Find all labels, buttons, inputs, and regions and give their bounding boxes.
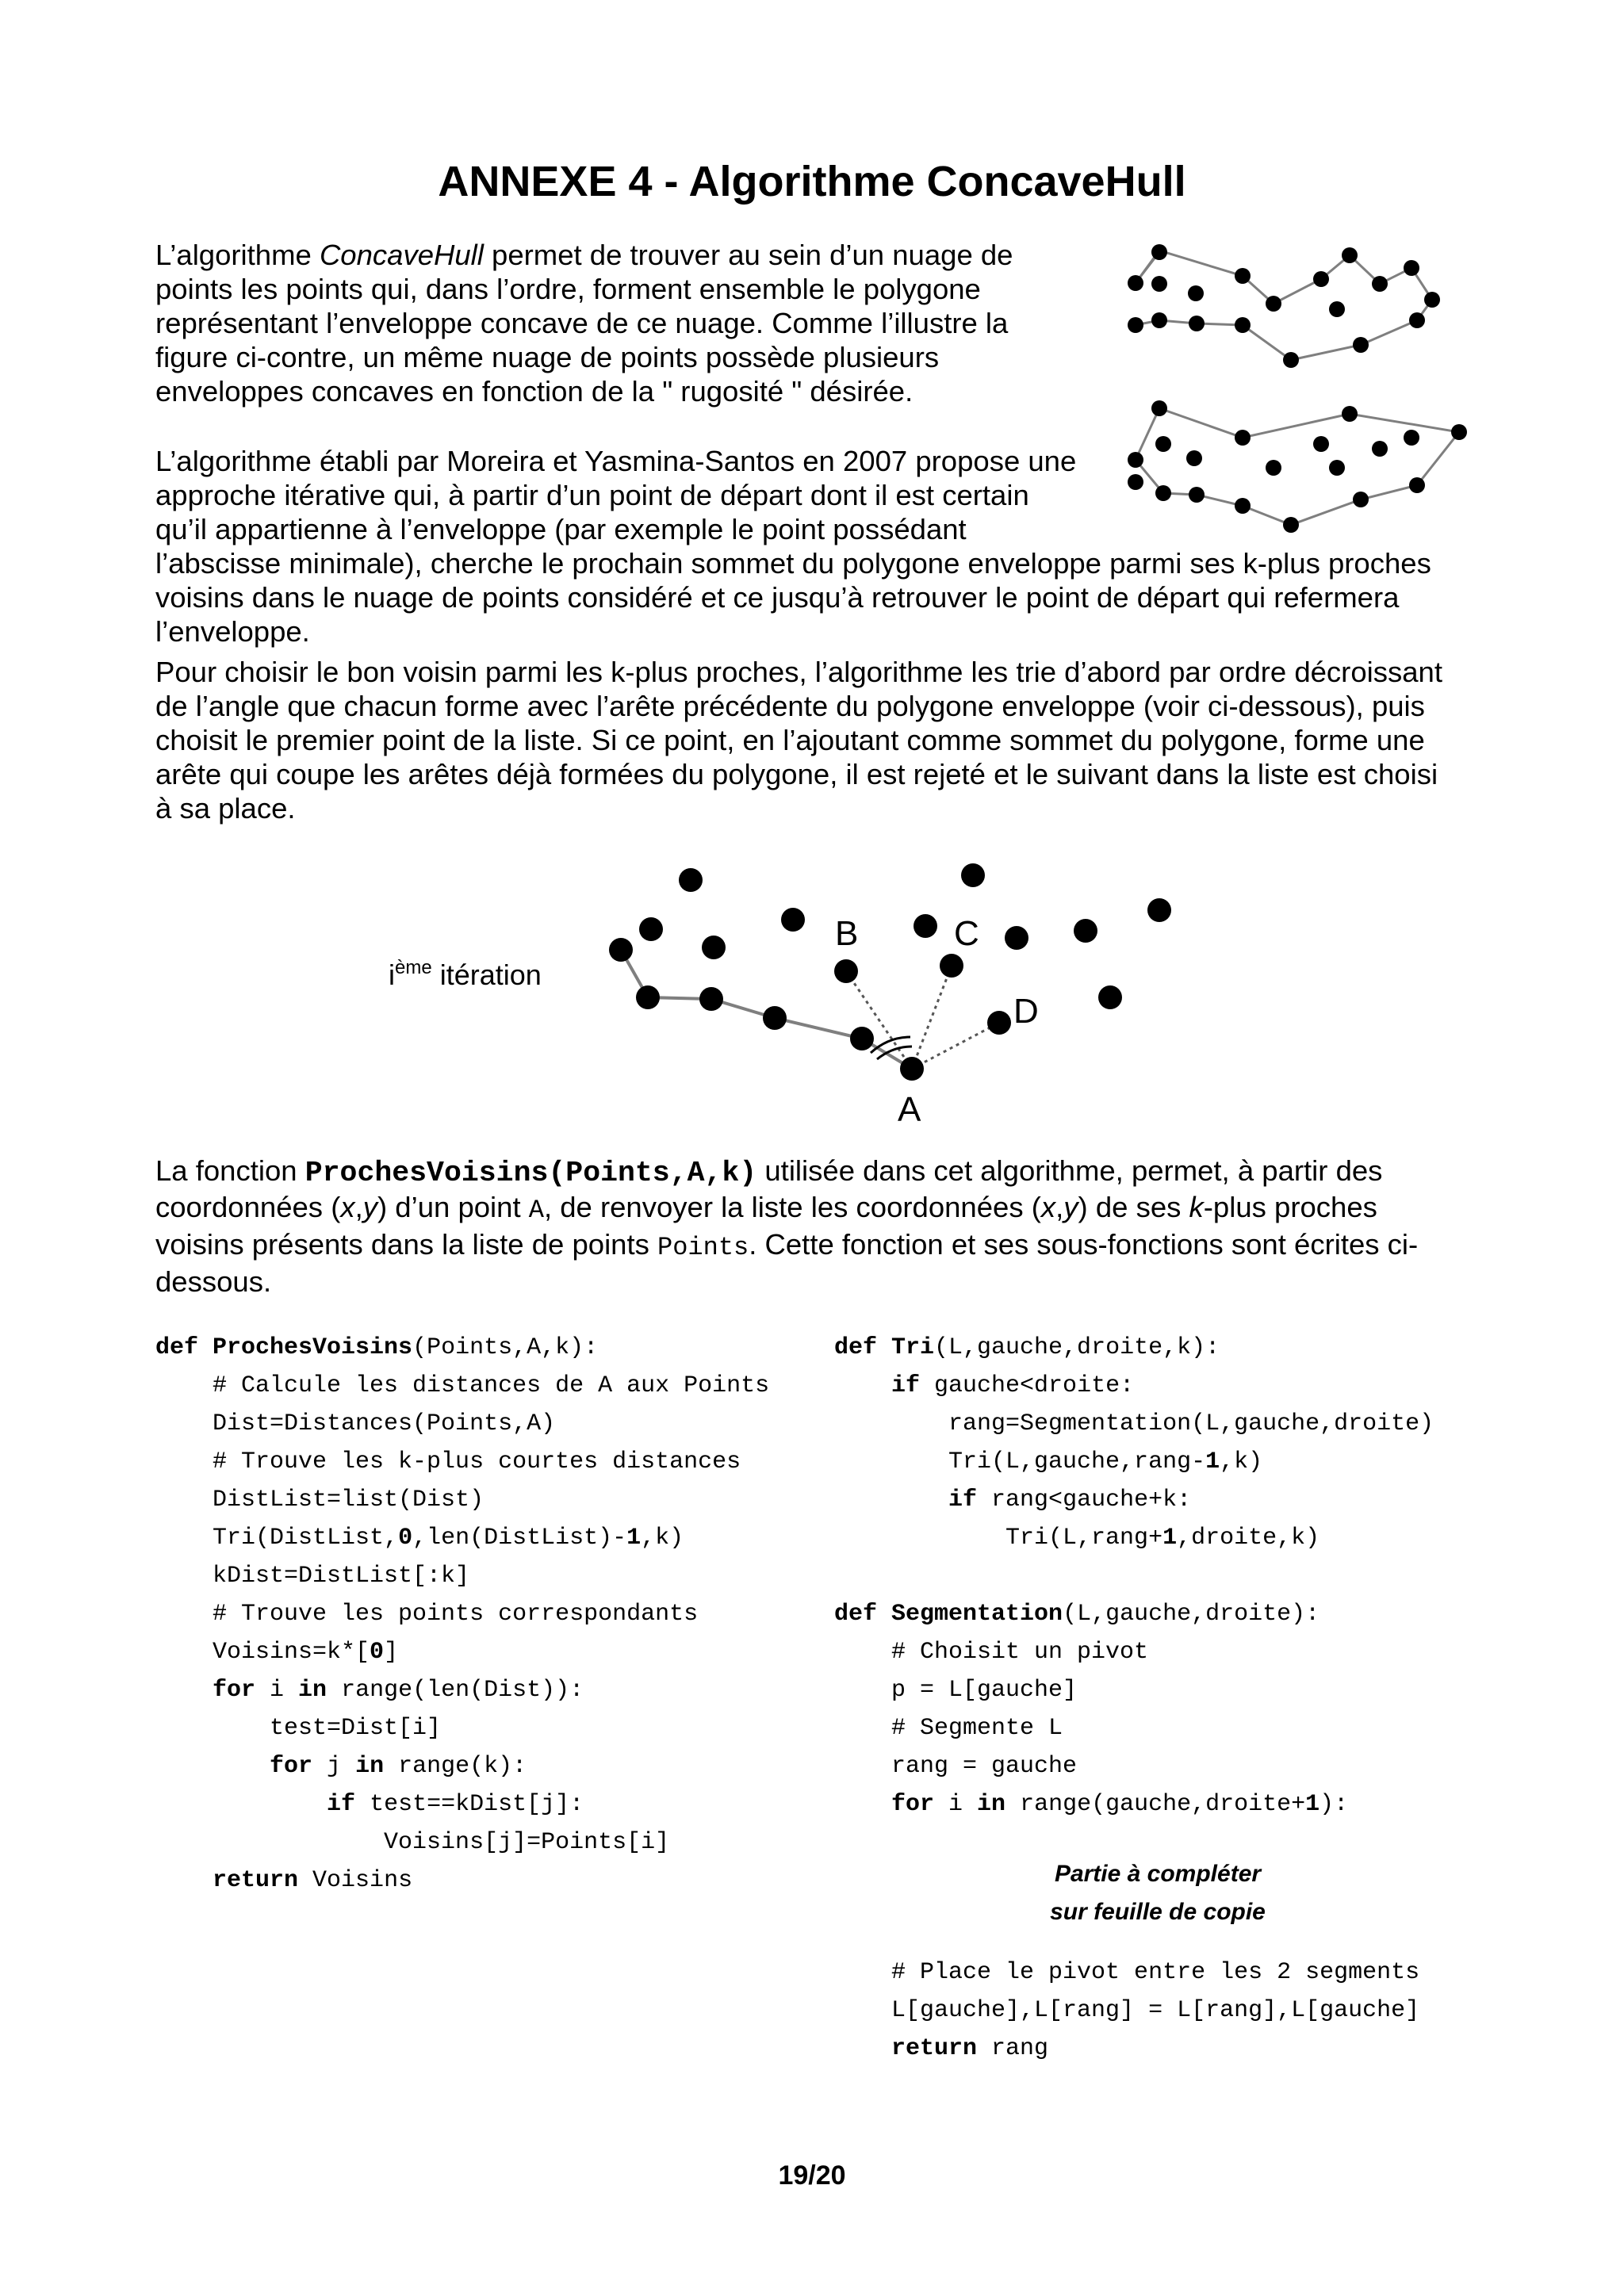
- partie-line-2: sur feuille de copie: [1050, 1899, 1266, 1925]
- code-line: [834, 1709, 1434, 1747]
- code-token: 1: [1305, 1791, 1320, 1818]
- code-token: for: [270, 1753, 313, 1780]
- page-title: ANNEXE 4 - Algorithme ConcaveHull: [438, 158, 1186, 205]
- code-token: test=Dist[i]: [155, 1715, 442, 1742]
- iteration-label: $i^{ème}$ itération: [389, 957, 542, 991]
- moreira-paragraph-wide: [155, 546, 1476, 649]
- code-line: [155, 1329, 769, 1367]
- code-token: if: [948, 1487, 978, 1513]
- intro-line-1: L’algorithme ConcaveHull permet de trouver au sein d’un nuage de: [155, 239, 1013, 271]
- code-token: (L,gauche,droite,k):: [934, 1334, 1220, 1361]
- point-label-b: B: [835, 914, 859, 953]
- code-token: Tri: [891, 1334, 935, 1361]
- fonction-line-4: dessous.: [155, 1265, 272, 1298]
- pour-paragraph: [155, 655, 1476, 825]
- fonction-line-1: La fonction ProchesVoisins(Points,A,k) utilisée dans cet algorithme, permet, à partir des: [155, 1154, 1383, 1189]
- code-token: 0: [398, 1525, 413, 1552]
- moreira-line-1: L’algorithme établi par Moreira et Yasmina-Santos en 2007 propose une: [155, 445, 1077, 477]
- fonction-line-3: voisins présents dans la liste de points Points. Cette fonction et ses sous-fonctions sont écrites ci-: [155, 1228, 1419, 1262]
- neighbor-arrows: [846, 966, 999, 1069]
- partie-line-1: Partie à compléter: [1054, 1861, 1262, 1887]
- code-line: [834, 1785, 1434, 1823]
- code-line: [834, 1481, 1434, 1519]
- code-token: for: [213, 1677, 256, 1704]
- code-line: [155, 1519, 769, 1557]
- code-token: if: [327, 1791, 356, 1818]
- iteration-figure: [373, 856, 1197, 1126]
- code-line: [155, 1367, 769, 1405]
- code-line: [834, 1595, 1434, 1633]
- code-token: (L,gauche,droite):: [1063, 1601, 1320, 1628]
- code-token: Dist=Distances(Points,A): [155, 1410, 556, 1437]
- code-token: 0: [370, 1639, 385, 1666]
- code-token: rang=Segmentation(L,gauche,droite): [834, 1410, 1434, 1437]
- fonction-line-2: coordonnées (x,y) d’un point A, de renvoyer la liste les coordonnées (x,y) de ses k-plus proches: [155, 1191, 1377, 1225]
- code-token: ProchesVoisins: [213, 1334, 413, 1361]
- code-token: # Calcule les distances de A aux Points: [155, 1372, 770, 1399]
- moreira-line-4: l’abscisse minimale), cherche le prochain sommet du polygone enveloppe parmi ses k-plus proches: [155, 547, 1431, 580]
- code-token: return: [213, 1867, 299, 1894]
- code-line: [834, 2030, 1419, 2068]
- code-line: [155, 1633, 769, 1671]
- code-token: kDist=DistList[:k]: [155, 1563, 470, 1590]
- code-line: [834, 1367, 1434, 1405]
- code-token: # Trouve les points correspondants: [155, 1601, 699, 1628]
- code-token: Voisins[j]=Points[i]: [155, 1829, 670, 1856]
- code-token: def: [155, 1334, 213, 1361]
- partie-a-completer-note: [841, 1855, 1475, 1931]
- code-token: # Choisit un pivot: [834, 1639, 1149, 1666]
- code-token: # Place le pivot entre les 2 segments: [834, 1959, 1420, 1986]
- code-line: [155, 1709, 769, 1747]
- code-token: def: [834, 1601, 892, 1628]
- code-token: def: [834, 1334, 892, 1361]
- code-token: gauche<droite:: [920, 1372, 1135, 1399]
- code-token: ]: [384, 1639, 399, 1666]
- moreira-line-6: l’enveloppe.: [155, 615, 310, 648]
- code-line: [155, 1785, 769, 1823]
- pour-line-5: à sa place.: [155, 792, 296, 825]
- code-token: DistList=list(Dist): [155, 1487, 485, 1513]
- code-token: Voisins: [298, 1867, 413, 1894]
- pour-line-1: Pour choisir le bon voisin parmi les k-plus proches, l’algorithme les trie d’abord par ordre décroissant: [155, 656, 1442, 688]
- pour-line-4: arête qui coupe les arêtes déjà formées du polygone, il est rejeté et le suivant dans la liste est choisi: [155, 758, 1438, 790]
- code-token: ,droite,k): [1177, 1525, 1320, 1552]
- hull-figure-bottom-points: [1128, 400, 1467, 533]
- code-token: [834, 1791, 891, 1818]
- code-line: [834, 1405, 1434, 1443]
- code-token: i: [255, 1677, 299, 1704]
- code-line: [834, 1557, 1434, 1595]
- point-label-c: C: [954, 914, 979, 953]
- code-token: Voisins=k*[: [155, 1639, 370, 1666]
- code-line: [155, 1747, 769, 1785]
- code-line: [834, 1443, 1434, 1481]
- code-token: rang = gauche: [834, 1753, 1078, 1780]
- code-token: for: [891, 1791, 935, 1818]
- moreira-line-3: qu’il appartienne à l’enveloppe (par exemple le point possédant: [155, 513, 967, 545]
- code-line: [834, 1671, 1434, 1709]
- intro-line-5: enveloppes concaves en fonction de la " rugosité " désirée.: [155, 375, 914, 408]
- code-line: [155, 1823, 769, 1862]
- cloud-points: [609, 863, 1171, 1081]
- point-label-a: A: [898, 1090, 921, 1126]
- code-token: return: [891, 2035, 978, 2062]
- code-token: rang<gauche+k:: [977, 1487, 1192, 1513]
- code-token: # Segmente L: [834, 1715, 1063, 1742]
- code-token: in: [977, 1791, 1006, 1818]
- code-line: [155, 1443, 769, 1481]
- code-token: i: [934, 1791, 978, 1818]
- code-line: [834, 1633, 1434, 1671]
- code-token: [155, 1677, 213, 1704]
- code-token: Segmentation: [891, 1601, 1063, 1628]
- pour-line-3: choisit le premier point de la liste. Si ce point, en l’ajoutant comme sommet du polygone, forme une: [155, 724, 1425, 756]
- page-number: 19/20: [778, 2160, 846, 2191]
- intro-paragraph: [155, 238, 1107, 408]
- code-block-tri-segmentation: [834, 1329, 1434, 1823]
- point-label-d: D: [1013, 992, 1039, 1031]
- code-block-segmentation-end: [834, 1954, 1419, 2068]
- code-token: 1: [1205, 1448, 1220, 1475]
- code-token: L[gauche],L[rang] = L[rang],L[gauche]: [834, 1997, 1420, 2024]
- concave-hull-figure: [1118, 230, 1491, 547]
- code-line: [834, 1954, 1419, 1992]
- code-line: [834, 1992, 1419, 2030]
- code-line: [155, 1862, 769, 1900]
- hull-figure-bottom: [1136, 408, 1459, 525]
- code-token: [155, 1867, 213, 1894]
- code-token: ,k): [641, 1525, 684, 1552]
- code-token: ,len(DistList)-: [412, 1525, 627, 1552]
- code-token: # Trouve les k-plus courtes distances: [155, 1448, 741, 1475]
- code-line: [155, 1671, 769, 1709]
- code-token: Tri(L,gauche,rang-: [834, 1448, 1206, 1475]
- code-token: ):: [1320, 1791, 1349, 1818]
- moreira-line-5: voisins dans le nuage de points considéré et ce jusqu’à retrouver le point de départ qui refermera: [155, 581, 1400, 614]
- code-token: 1: [626, 1525, 642, 1552]
- code-token: range(gauche,droite+: [1005, 1791, 1306, 1818]
- code-token: in: [298, 1677, 327, 1704]
- code-line: [155, 1481, 769, 1519]
- code-token: 1: [1162, 1525, 1178, 1552]
- code-token: [834, 2035, 891, 2062]
- code-token: ,k): [1220, 1448, 1263, 1475]
- code-token: Tri(L,rang+: [834, 1525, 1163, 1552]
- code-line: [834, 1747, 1434, 1785]
- code-token: [155, 1791, 327, 1818]
- code-block-proches-voisins: [155, 1329, 769, 1900]
- moreira-line-2: approche itérative qui, à partir d’un point de départ dont il est certain: [155, 479, 1029, 511]
- code-token: range(len(Dist)):: [327, 1677, 584, 1704]
- code-token: test==kDist[j]:: [355, 1791, 584, 1818]
- hull-figure-top-points: [1128, 244, 1440, 368]
- code-token: [155, 1753, 270, 1780]
- code-token: rang: [977, 2035, 1049, 2062]
- fonction-paragraph: [155, 1154, 1476, 1299]
- code-token: Tri(DistList,: [155, 1525, 399, 1552]
- intro-line-2: points les points qui, dans l’ordre, forment ensemble le polygone: [155, 273, 981, 305]
- code-token: range(k):: [384, 1753, 527, 1780]
- code-line: [834, 1329, 1434, 1367]
- code-token: [834, 1487, 948, 1513]
- moreira-paragraph-narrow: [155, 444, 1107, 546]
- code-line: [155, 1405, 769, 1443]
- intro-line-4: figure ci-contre, un même nuage de points possède plusieurs: [155, 341, 940, 373]
- pour-line-2: de l’angle que chacun forme avec l’arête précédente du polygone enveloppe (voir ci-dessous), puis: [155, 690, 1425, 722]
- hull-figure-top: [1136, 251, 1432, 360]
- code-token: if: [891, 1372, 921, 1399]
- code-token: in: [355, 1753, 385, 1780]
- code-line: [155, 1595, 769, 1633]
- previous-edges: [621, 950, 912, 1069]
- code-token: j: [312, 1753, 356, 1780]
- intro-line-3: représentant l’enveloppe concave de ce nuage. Comme l’illustre la: [155, 307, 1009, 339]
- code-token: p = L[gauche]: [834, 1677, 1078, 1704]
- code-token: [834, 1372, 891, 1399]
- code-line: [834, 1519, 1434, 1557]
- code-line: [155, 1557, 769, 1595]
- code-token: (Points,A,k):: [412, 1334, 599, 1361]
